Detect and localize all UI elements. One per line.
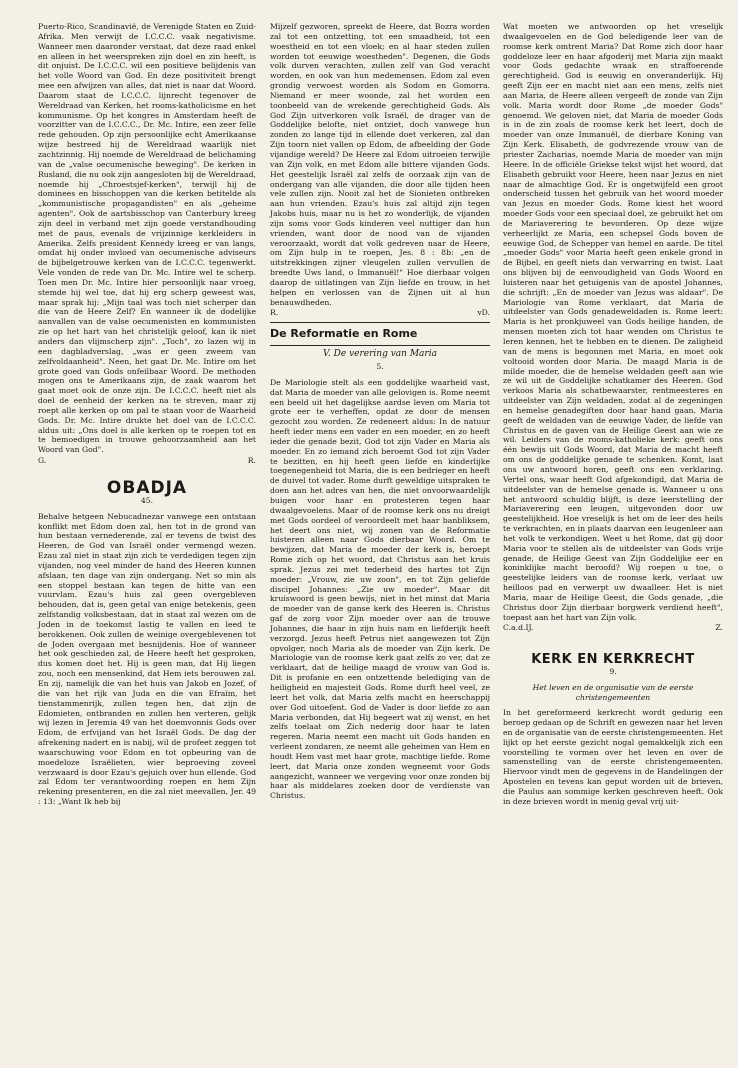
column-right — [503, 22, 723, 807]
reformatie-body: De Mariologie stelt als een goddelijke waarheid vast, dat Maria de moeder van alle gelovigen is. Rome neemt een beeld uit het dagelijkse aardse leven om Maria tot grote eer te verheffen, opdat ze door de mensen gezocht zou worden. Ze redeneert aldus: In de natuur heeft ieder mens een vader en een moeder, en zo heeft ieder die genade bezit, God tot zijn Vader en Maria als moeder. En zo iemand zich beroemt God tot zijn Vader te bezitten, en hij heeft geen liefde en kinderlijke toegenegenheid tot Maria, die is een bedrieger en heeft de duivel tot vader. Rome durft geweldige uitspraken te doen aan het adres van hen, die niet onvoorwaardelijk buigen voor haar en protesteren tegen haar dwaalgevoelens. Maar of de roomse kerk ons nu dreigt met Gods oordeel of veroordeelt met haar banbliksem, het deert ons niet, wij zonen van de Reformatie luisteren alleen naar Gods dierbaar Woord. Om te bewijzen, dat Maria de moeder der kerk is, beroept Rome zich op het woord, dat Christus aan het kruis sprak. Jezus zei met tederheid des hartes tot Zijn moeder: „Vrouw, zie uw zoon", en tot Zijn geliefde discipel Johannes: „Zie uw moeder". Maar dit kruiswoord is geen bewijs, niet in het minst dat Maria de moeder van de ganse kerk des Heeren is. Christus gaf de zorg voor Zijn moeder over aan de trouwe Johannes, die haar in zijn huis nam en liefderijk heeft verzorgd. Jezus heeft Petrus niet aangewezen tot Zijn opvolger, noch Maria als de moeder van Zijn kerk. De Mariologie van de roomse kerk gaat zelfs zo ver, dat ze verklaart, dat de heilige maagd de vrouw van God is. Dit is profanie en een ontzettende belediging van de heiligheid en majesteit Gods. Rome durft heel veel, ze leert het volk, dat Maria zelfs macht en heerschappij over God uitoefent. God de Vader is door liefde zo aan Maria verbonden, dat Hij begeert wat zij wenst, en het zelfs toelaat om Zich nederig door haar te laten regeren. Maria neemt een macht uit Gods handen en verleent zondaren, ze neemt alle geheimen van Hem en houdt Hem vast met haar grote, machtige liefde. Rome leert, dat Maria onze zonden wegneemt voor Gods aangezicht, wanneer we vergeving voor onze zonden bij haar als middelares zoeken door de verdienste van Christus. — [270, 377, 490, 801]
kerkrecht-subtitle: Het leven en de organisatie van de eerste christengemeenten — [532, 683, 694, 702]
signature-left: C.a.d.IJ. — [503, 623, 534, 633]
kerkrecht-number: 9. — [609, 667, 617, 677]
obadja-body: Behalve hetgeen Nebucadnezar vanwege een ontstaan konflikt met Edom doen zal, hen tot in de grond van hun bestaan vernederende, zal er tevens de twist des Heeren, de God van Israël onder vermengd wezen. Ezau zal niet in staat zijn zich te verdedigen tegen zijn vijanden, nog veel minder de hand des Heeren kunnen afslaan, ten dage van zijn ondergang. Net so min als een stoppel bestaan kan tegen de hitte van een vuurvlam. Ezau's huis zal geen overgebleven behouden, dat is, geen getal van enige betekenis, geen zelfstandig volksbestaan, dat in staat zal wezen om de Joden in de toekomst lastig te vallen en leed te berokkenen. Ook zullen de weinige overgeblevenen tot de Joden overgaan met besnijdenis. Hoe of wanneer het ook geschieden zal, de Heere heeft het gesproken, dus komen doet het. Hij is geen man, dat Hij liegen zou, noch een mensenkind, dat Hem iets berouwen zal. En zij, namelijk die van het huis van Jakob en Jozef, of die van het rijk van Juda en die van Efraïm, het tienstammenrijk, zullen tegen hen, dat zijn de Edomieten, ontbranden en zullen hen verteren, gelijk wij lezen in Jeremia 49 van het doemvonnis Gods over Edom, de erfvijand van het Israël Gods. De dag der afrekening nadert en is nabij, wil de profeet zeggen tot waarschuwing voor Edom en tot opbeuring van de moedeloze Israëlieten, wier beproeving zoveel verzwaard is door Ezau's gejuich over hun ellende. God zal Edom ter verantwoording roepen en hem Zijn rekening presenteren, en die zal niet meevallen, Jer. 49 : 13: „Want Ik heb bij — [38, 511, 256, 807]
obadja-signature — [270, 308, 490, 318]
reformatie-signature — [503, 623, 723, 633]
signature-right: Z. — [715, 623, 723, 633]
reformatie-heading: De Reformatie en Rome — [270, 327, 418, 341]
signature-right: R. — [247, 456, 256, 466]
obadja-continued-body: Mijzelf gezworen, spreekt de Heere, dat Bozra worden zal tot een ontzetting, tot een smaadheid, tot een woestheid en tot een vloek; en al haar steden zullen worden tot eeuwige woestheden". Degenen, die Gods volk durven verachten, zullen zelf van God veracht worden, en ook van hun medemensen. Edom zal even grondig verwoest worden als Sodom en Gomorra. Niemand er meer woonde, zal het worden een toonbeeld van de wrekende gerechtigheid Gods. Als God Zijn uitverkoren volk Israël, de drager van de Goddelijke belofte, niet ontziet, doch vanwege hun zonden zo lange tijd in ellende doet verkeren, zal dan Zijn toorn niet vallen op Edom, de afbeelding der Gode vijandige wereld? De Heere zal Edom uitroeien terwijle van Zijn volk, en met Edom alle bittere vijanden Gods. Het geestelijk Israël zal zelfs de oorzaak zijn van de ondergang van alle vijanden, die door alle tijden heen vele zullen zijn. Nooit zal het de Sionieten ontbreken aan hun vrienden. Ezau's huis zal altijd zijn tegen Jakobs huis, maar nu is het zo wonderlijk, de vijanden zijn soms voor Gods kinderen veel nuttiger dan hun vrienden, want door de nood van de vijanden veroorzaakt, wordt dat volk gedreven naar de Heere, om Zijn hulp in te roepen, Jes. 8 : 8b: „en de uitstrekkingen zijner vleugelen zullen vervullen de breedte Uws land, o Immanuël!" Hoe dierbaar volgen daarop de uitlatingen van Zijn liefde en trouw, in het helpen en verlossen van de Zijnen uit al hun benauwdheden. — [270, 22, 490, 307]
signature-left: G. — [38, 456, 47, 466]
reformatie-subtitle: V. De verering van Maria — [323, 349, 437, 360]
column-left — [38, 22, 256, 807]
obadja-heading: OBADJA — [106, 477, 188, 498]
signature-right: vD. — [477, 308, 490, 318]
kerkrecht-heading: KERK EN KERKRECHT — [531, 652, 695, 668]
reformatie-number: 5. — [376, 362, 384, 371]
reformatie-continued-body: Wat moeten we antwoorden op het vreselijk dwaalgevoelen en de God beledigende leer van de roomse kerk omtrent Maria? Dat Rome zich door haar goddeloze leer en haar afgoderij met Maria zijn maakt voor Gods gedachte wraak en straffoerende gerechtigheid. God is eeuwig en onveranderlijk. Hij geeft Zijn eer en macht niet aan een mens, zelfs niet aan Maria, de Heere alleen vergeeft de zonde van Zijn volk. Maria wordt door Rome „de moeder Gods" genoemd. We geloven niet, dat Maria de moeder Gods is in de zin zoals de roomse kerk het leert, doch de moeder van onze Immanuël, de dierbare Koning van Zijn Kerk. Elisabeth, de godvrezende vrouw van de priester Zacharias, noemde Maria de moeder van mijn Heere. In de officiële Griekse tekst wijst het woord, dat Elisabeth gebruikt voor Heere, heen naar Jezus en niet naar de almachtige God. Er is ongetwijfeld een groot onderscheid tussen het gebruik van het woord moeder van Jezus en moeder Gods. Rome kiest het woord moeder Gods voor een speciaal doel, ze gebruikt het om de Mariaverering te bevorderen. Op deze wijze verheerlijkt ze Maria, een schepsel Gods boven de eeuwige God, de Schepper van hemel en aarde. De titel „moeder Gods" voor Maria heeft geen enkele grond in de Bijbel, en geeft niets dan verwarring en twist. Laat ons blijven bij de eenvoudigheid van Gods Woord en luisteren naar het getuigenis van de apostel Johannes, die schrijft: „En de moeder van Jezus was aldaar". De Mariologie van Rome verklaart, dat Maria de uitdeelster van Gods genadeweldaden is. Rome leert: Maria is het pronkjuweel van Gods heilige handen, de mensen moeten zich tot haar wenden om Christus te leren kennen, het te hebben en te dienen. De zaligheid van de mens is begonnen met Maria, en moet ook voltooid worden door Maria. De maagd Maria is de milde moeder, die de hemelse weldaden geeft aan wie ze wil uit de Goddelijke schatkamer des Heeren. God verkoos Maria als schatbewaarster, rentmeesteres en uitdeelster van Zijn weldaden, zodat al de zegeningen en hemelse genadegiften door haar hand gaan. Maria geeft de weldaden van de eeuwige Vader, de liefde van Christus en de gaven van de Heilige Geest aan wie ze wil. Leiders van de rooms-katholieke kerk: geeft ons één bewijs uit Gods Woord, dat Maria de macht heeft om ons de goddelijke genade te schenken. Komt, laat ons uw antwoord horen, geeft ons een verklaring. Vertel ons, waar heeft God afgekondigd, dat Maria de uitdeelster van de hemelse genade is. Wanneer u ons het antwoord schuldig blijft, is deze leerstelling der Mariaverering een leugen, uitgevonden door uw geestelijkheid. Hoe vreselijk is het om de leer des heils te verkrachten, en in plaats daarvan een leugenleer aan het volk te verkondigen. Weet u het Rome, dat gij door Maria voor te stellen als de uitdeelster van Gods vrije genade, de Heilige Geest van Zijn Goddelijke eer en koninklijke macht beroofd? Wij roepen u toe, o geestelijke leiders van de roomse kerk, verlaat uw heilloos pad en verwerpt uw dwaalleer. Het is niet Maria, maar de Heilige Geest, die Gods genade, „die Christus door Zijn dierbaar borgwerk verdiend heeft", toepast aan het hart van Zijn volk. — [503, 22, 723, 622]
section-divider-top — [270, 322, 490, 323]
signature-left: R. — [270, 308, 279, 318]
article-icc-body: Puerto-Rico, Scandinavië, de Verenigde Staten en Zuid-Afrika. Men verwijt de I.C.C.C. vaak negativisme. Wanneer men daaronder verstaat, dat deze raad enkel en alleen in het weerspreken zijn doel en zin heeft, is dit onjuist. De I.C.C.C. wil een positieve belijdenis van het volle Woord van God. En deze positiviteit brengt mee een afwijzen van alles, dat niet is naar dat Woord. Daarom staat de I.C.C.C. lijnrecht tegenover de Wereldraad van Kerken, het rooms-katholicisme en het kommunisme. Op het kongres in Amsterdam heeft de voorzitter van de I.C.C.C., Dr. Mc. Intire, een zeer felle rede gehouden. Op zijn persoonlijke echt Amerikaanse wijze bestreed hij de Wereldraad waarlijk niet zachtzinnig. Hij noemde de Wereldraad de belichaming van de „valse oecumenische beweging". De kerken in Rusland, die nu ook zijn aangesloten bij de Wereldraad, noemde hij „Chroestsjef-kerken", terwijl hij de dominees en bisschoppen van die kerken betitelde als „kommunistische propagandisten" en als „geheime agenten". Ook de aartsbisschop van Canterbury kreeg zijn deel in verband met zijn goede verstandhouding met de paus, evenals de vrijzinnige kerkleiders in Amerika. Zelfs president Kennedy kreeg er van langs, omdat hij onder invloed van oecumenische adviseurs de bijbelgetrouwe kerken van de I.C.C.C. tegenwerkt. Vele vonden de rede van Dr. Mc. Intire wel te scherp. Toen men Dr. Mc. Intire hier persoonlijk naar vroeg, stemde hij wel toe, dat hij erg scherp geweest was, maar sprak hij: „Mijn taal was toch niet scherper dan die van de Heere Zelf? En wanneer ik de dodelijke aanvallen van de valse oecumenisten en kommunisten zie op het hart van het christelijk geloof, kan ik niet anders dan vlijmscherp zijn". „Toch", zo lazen wij in een dagbladverslag, „was er geen zweem van zelfvoldaanheid". Neen, het gaat Dr. Mc. Intire om het grote goed van Gods onfeilbaar Woord. De methoden mogen ons te Amerikaans zijn, de zaak waarom het gaat moet ook de onze zijn. De I.C.C.C. heeft niet als doel de eenheid der kerken na te streven, maar zij roept alle kerken op om pal te staan voor de Waarheid Gods. Dr. Mc. Intire drukte het doel van de I.C.C.C. aldus uit: „Ons doel is alle kerken op te roepen tot en te bemoedigen in trouwe gehoorzaamheid aan het Woord van God". — [38, 22, 256, 455]
column-middle — [270, 22, 490, 801]
kerkrecht-body: In het gereformeerd kerkrecht wordt gedurig een beroep gedaan op de Schrift en gewezen naar het leven en de organisatie van de eerste christengemeenten. Het lijkt op het eerste gezicht nogal gemakkelijk zich een voorstelling te vormen over het leven en over de samenstelling van de eerste christengemeenten. Hiervoor vindt men de gegevens in de Handelingen der Apostelen en tevens kan geput worden uit de brieven, die Paulus aan sommige kerken geschreven heeft. Ook in deze brieven wordt in menig geval vrij uit- — [503, 708, 723, 806]
section-divider-bottom — [270, 345, 490, 346]
article-icc-signature — [38, 456, 256, 466]
obadja-number: 45. — [140, 495, 154, 505]
